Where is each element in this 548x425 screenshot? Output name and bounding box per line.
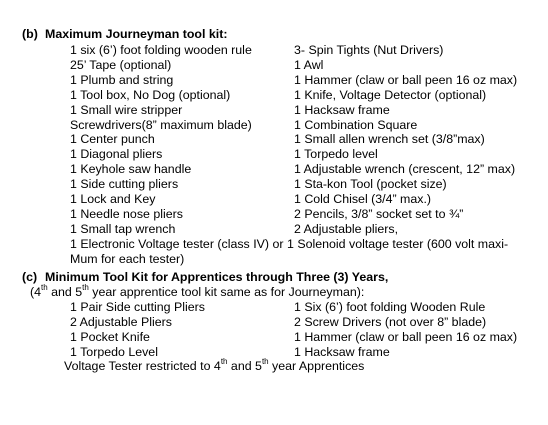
section-c-title: Minimum Tool Kit for Apprentices through Three (3) Years, — [45, 270, 389, 284]
list-item: 1 six (6’) foot folding wooden rule — [70, 43, 252, 57]
subtitle-text: year apprentice tool kit same as for Journeyman): — [88, 285, 365, 299]
list-item: 1 Combination Square — [294, 118, 418, 132]
list-item: 1 Awl — [294, 58, 324, 72]
list-item: 1 Pocket Knife — [70, 330, 150, 344]
section-c-label: (c) — [22, 270, 38, 284]
list-item: 1 Small allen wrench set (3/8”max) — [294, 132, 485, 146]
list-item: 1 Plumb and string — [70, 73, 174, 87]
list-item: 1 Pair Side cutting Pliers — [70, 300, 205, 314]
list-item: 25’ Tape (optional) — [70, 58, 172, 72]
list-item: 1 Solenoid voltage tester (600 volt maxi- — [287, 237, 509, 251]
subtitle-text: (4 — [30, 285, 42, 299]
list-item: 2 Adjustable Pliers — [70, 315, 172, 329]
list-item: Mum for each tester) — [70, 252, 185, 266]
list-item: 1 Electronic Voltage tester (class IV) or — [70, 237, 284, 251]
list-item: 1 Center punch — [70, 132, 155, 146]
section-b-title: Maximum Journeyman tool kit: — [45, 27, 228, 41]
ordinal-suffix: th — [220, 357, 228, 366]
list-item: 1 Torpedo Level — [70, 345, 158, 359]
list-item: 2 Pencils, 3/8” socket set to ¾” — [294, 207, 464, 221]
section-c-footnote — [64, 357, 365, 373]
list-item: 1 Torpedo level — [294, 147, 378, 161]
list-item: 1 Sta-kon Tool (pocket size) — [294, 177, 447, 191]
list-item: 1 Small tap wrench — [70, 222, 176, 236]
section-b-label: (b) — [22, 27, 38, 41]
list-item: 1 Needle nose pliers — [70, 207, 183, 221]
list-item: 1 Small wire stripper — [70, 103, 183, 117]
list-item: 2 Adjustable pliers, — [294, 222, 399, 236]
list-item: 1 Side cutting pliers — [70, 177, 179, 191]
ordinal-suffix: th — [41, 283, 48, 292]
list-item: 1 Six (6’) foot folding Wooden Rule — [294, 300, 486, 314]
list-item: 1 Diagonal pliers — [70, 147, 163, 161]
footnote-text: and 5 — [227, 359, 262, 373]
section-c-subtitle — [30, 283, 365, 299]
subtitle-text: and 5 — [47, 285, 83, 299]
list-item: 2 Screw Drivers (not over 8” blade) — [294, 315, 487, 329]
footnote-text: year Apprentices — [268, 359, 365, 373]
list-item: 1 Cold Chisel (3/4” max.) — [294, 192, 432, 206]
list-item: 1 Hammer (claw or ball peen 16 oz max) — [294, 330, 518, 344]
list-item: 3- Spin Tights (Nut Drivers) — [294, 43, 444, 57]
list-item: 1 Hammer (claw or ball peen 16 oz max) — [294, 73, 518, 87]
list-item: 1 Hacksaw frame — [294, 103, 390, 117]
ordinal-suffix: th — [261, 357, 269, 366]
list-item: 1 Hacksaw frame — [294, 345, 390, 359]
ordinal-suffix: th — [82, 283, 89, 292]
list-item: Screwdrivers(8” maximum blade) — [70, 118, 252, 132]
footnote-text: Voltage Tester restricted to 4 — [64, 359, 221, 373]
list-item: 1 Keyhole saw handle — [70, 162, 192, 176]
list-item: 1 Tool box, No Dog (optional) — [70, 88, 231, 102]
list-item: 1 Knife, Voltage Detector (optional) — [294, 88, 487, 102]
list-item: 1 Adjustable wrench (crescent, 12” max) — [294, 162, 516, 176]
list-item: 1 Lock and Key — [70, 192, 156, 206]
